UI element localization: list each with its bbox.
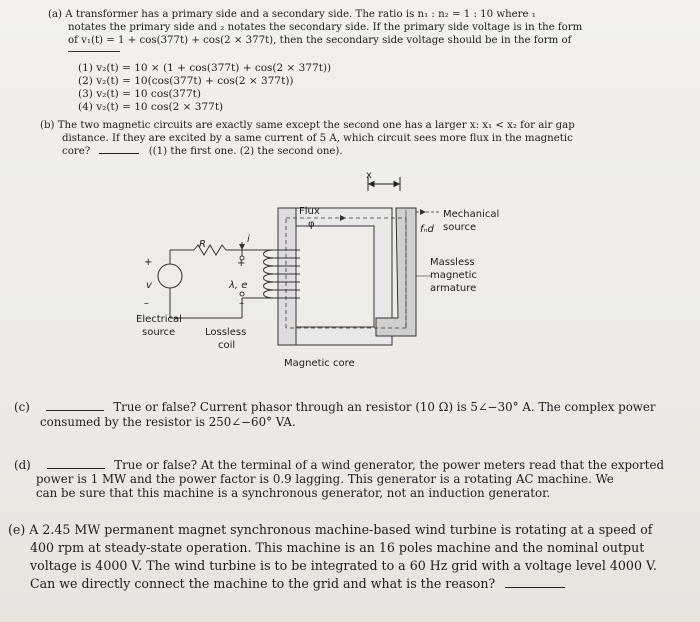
part-a-option-4: (4) v₂(t) = 10 cos(2 × 377t) [78, 101, 224, 113]
part-d-text-1: True or false? At the terminal of a wind generator, the power meters read that the exported [114, 458, 665, 472]
plus-left: + [144, 257, 153, 268]
part-e-answer-blank[interactable] [505, 587, 565, 588]
x-label: x [366, 170, 372, 181]
part-a-option-3: (3) v₂(t) = 10 cos(377t) [78, 88, 201, 100]
part-e-line-1: (e) A 2.45 MW permanent magnet synchronous machine-based wind turbine is rotating at a speed of [8, 522, 653, 537]
part-b-core-text: core? [62, 146, 91, 157]
electrical-source-label: source [142, 327, 176, 338]
part-a-line-1: (a) A transformer has a primary side and a secondary side. The ratio is n₁ : n₂ = 1 : 10 where ₁ [48, 9, 536, 20]
air-gap-dimension-arrow [368, 177, 400, 191]
magnetic-core [278, 208, 392, 345]
minus-right: – [239, 298, 244, 309]
voltage-label: v [146, 280, 152, 291]
electrical-label: Electrical [136, 314, 182, 325]
part-c-label: (c) [14, 400, 30, 414]
part-d-label: (d) [14, 458, 31, 472]
part-a-option-2: (2) v₂(t) = 10(cos(377t) + cos(2 × 377t)) [78, 75, 294, 87]
part-d-answer-blank[interactable] [47, 468, 105, 469]
part-b-line-2: distance. If they are excited by a same current of 5 A, which circuit sees more flux in the magnetic [62, 133, 573, 144]
part-c-line-2: consumed by the resistor is 250∠−60° VA. [40, 415, 296, 429]
part-c-answer-blank[interactable] [46, 410, 104, 411]
part-b-options-text: ((1) the first one. (2) the second one). [148, 146, 343, 157]
fnd-label: fₙd [420, 224, 434, 235]
part-b-line-3 [62, 146, 343, 158]
phi-label: φ [308, 219, 315, 230]
current-label: i [247, 234, 250, 245]
flux-label: Flux [299, 206, 320, 217]
mechanical-label: Mechanical [443, 209, 500, 220]
magnetic-core-label: Magnetic core [284, 358, 355, 369]
coil-label: coil [218, 340, 236, 351]
part-c-line-1 [14, 400, 656, 414]
part-a-answer-blank[interactable] [68, 51, 120, 52]
armature-label: armature [430, 283, 477, 294]
part-a-line-2: notates the primary side and ₂ notates the secondary side. If the primary side voltage is in the form [68, 22, 583, 33]
part-d-line-1 [14, 458, 664, 472]
lambda-e-label: λ, e [229, 280, 248, 291]
part-a-option-1: (1) v₂(t) = 10 × (1 + cos(377t) + cos(2 × 377t)) [78, 62, 332, 74]
plus-right: + [237, 258, 246, 269]
source-label-mech: source [443, 222, 477, 233]
part-b-line-1: (b) The two magnetic circuits are exactly same except the second one has a larger x: x₁ < x₂ for air gap [40, 120, 575, 131]
massless-label: Massless [430, 257, 475, 268]
part-e-line-3: voltage is 4000 V. The wind turbine is to be integrated to a 60 Hz grid with a voltage level 4000 V. [30, 558, 657, 573]
minus-left: – [144, 298, 149, 309]
electrical-circuit [158, 242, 274, 318]
part-e-text-4: Can we directly connect the machine to the grid and what is the reason? [30, 576, 496, 591]
resistor-label: R [199, 239, 206, 250]
part-e-line-4 [30, 576, 565, 591]
lossless-label: Lossless [205, 327, 247, 338]
part-a-line-3: of v₁(t) = 1 + cos(377t) + cos(2 × 377t), then the secondary side voltage should be in the form of [68, 35, 572, 46]
part-b-answer-blank[interactable] [99, 153, 139, 154]
part-e-line-2: 400 rpm at steady-state operation. This machine is an 16 poles machine and the nominal output [30, 540, 645, 555]
part-c-text-1: True or false? Current phasor through an resistor (10 Ω) is 5∠−30° A. The complex power [113, 400, 656, 414]
magnetic-label: magnetic [430, 270, 477, 281]
part-d-line-2: power is 1 MW and the power factor is 0.9 lagging. This generator is a rotating AC machine. We [36, 472, 614, 486]
part-d-line-3: can be sure that this machine is a synchronous generator, not an induction generator. [36, 486, 551, 500]
